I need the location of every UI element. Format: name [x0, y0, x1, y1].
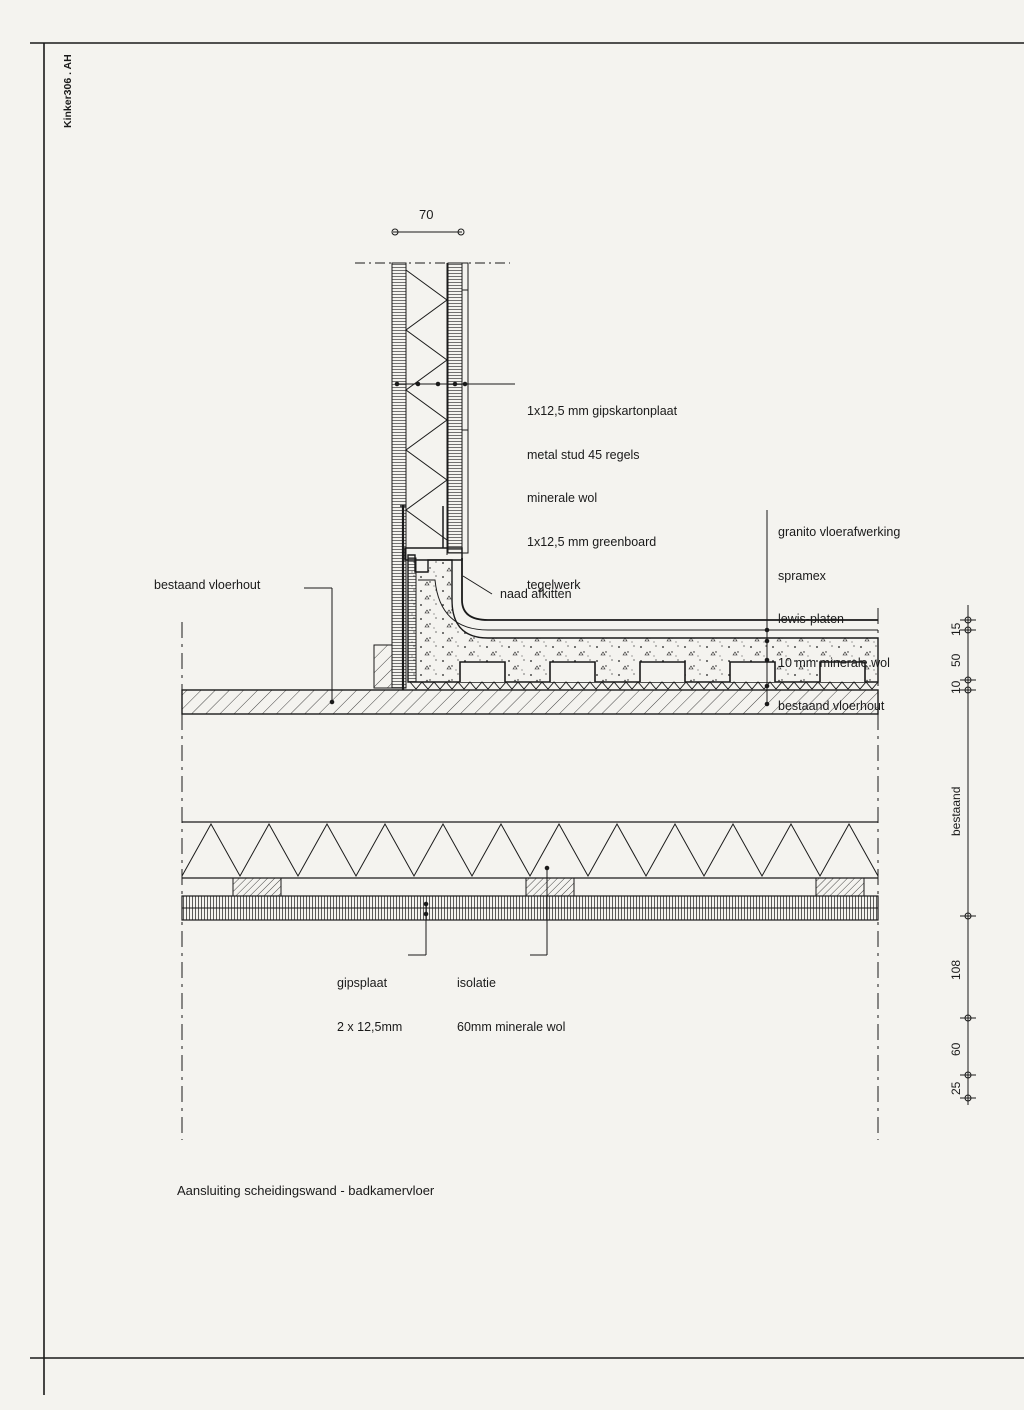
- wall-dimension-line: [355, 229, 510, 263]
- dimension-value: bestaand: [949, 786, 963, 836]
- floor-layer: granito vloerafwerking: [778, 525, 901, 539]
- floor-layer: lewis-platen: [778, 612, 845, 626]
- floor-layers-label: [778, 496, 900, 728]
- wall-layer: metal stud 45 regels: [527, 447, 640, 462]
- wall-layers-label: [527, 375, 677, 607]
- gypsum-board-label: gipsplaat 2 x 12,5mm: [337, 976, 403, 1034]
- dimension-value: 50: [949, 653, 963, 667]
- dimension-value: 25: [949, 1081, 963, 1095]
- dimension-value: 15: [949, 622, 963, 636]
- floor-layer: spramex: [778, 568, 826, 583]
- drawing-caption: Aansluiting scheidingswand - badkamervloer: [177, 1183, 435, 1198]
- side-code: Kinker306 . AH: [62, 54, 74, 128]
- dimension-value: 10: [949, 680, 963, 694]
- dimension-value: 60: [949, 1042, 963, 1056]
- floor-layer: bestaand vloerhout: [778, 699, 885, 713]
- existing-floor-label: bestaand vloerhout: [154, 578, 261, 592]
- ceiling-section: [182, 714, 878, 1140]
- floor-layer: 10 mm minerale wol: [778, 655, 890, 670]
- wall-layer: tegelwerk: [527, 578, 581, 592]
- dimension-value: 108: [949, 959, 963, 980]
- wall-layer: 1x12,5 mm gipskartonplaat: [527, 404, 678, 418]
- wall-dimension-value: 70: [419, 207, 434, 222]
- wall-layer: 1x12,5 mm greenboard: [527, 534, 657, 549]
- insulation-label: isolatie 60mm minerale wol: [457, 976, 566, 1034]
- wall-layer: minerale wol: [527, 491, 598, 505]
- seal-joint-label: naad afkitten: [500, 587, 572, 601]
